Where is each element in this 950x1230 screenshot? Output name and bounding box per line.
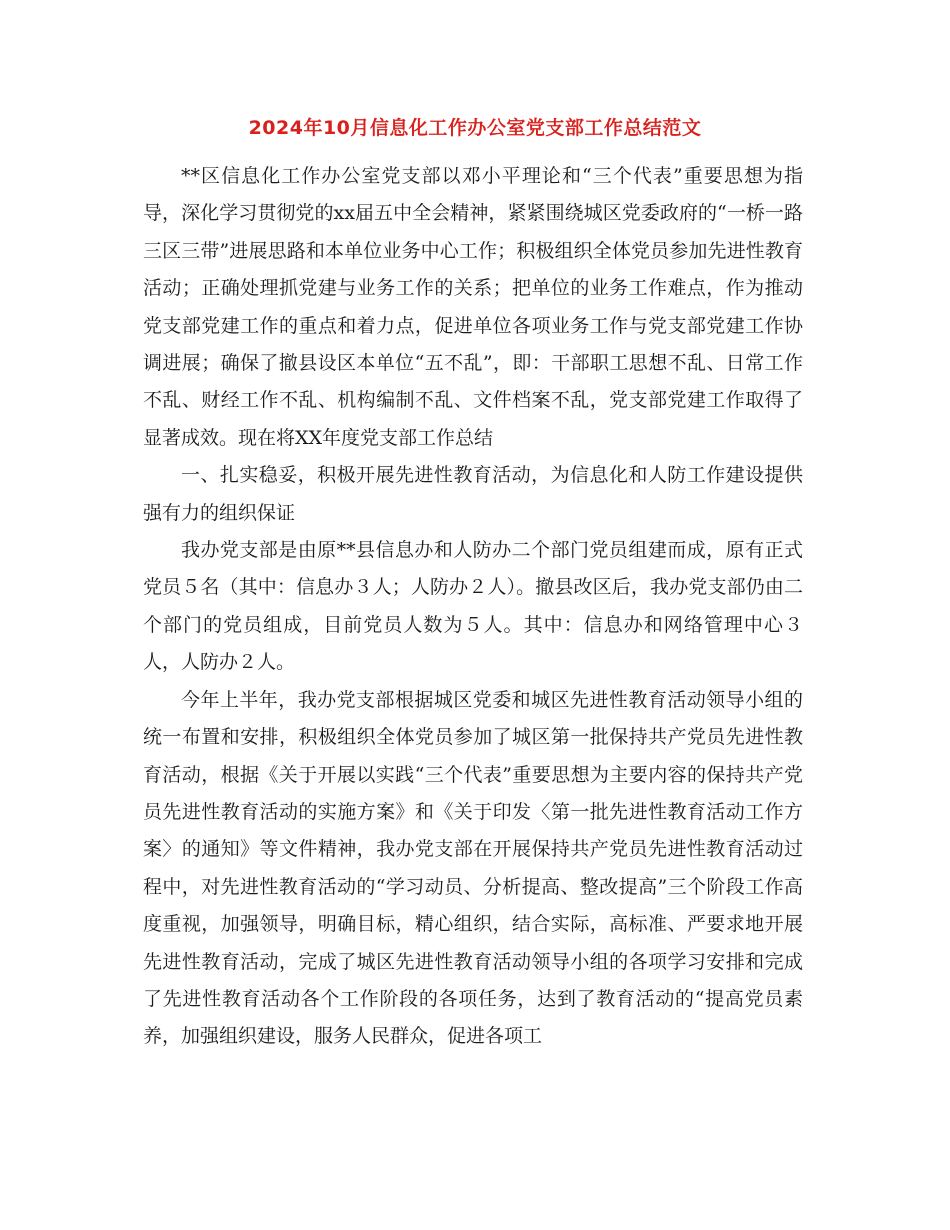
paragraph-branch-members: 我办党支部是由原**县信息办和人防办二个部门党员组建而成，原有正式党员５名（其中：信息办３人；人防办２人）。撤县改区后，我办党支部仍由二个部门的党员组成，目前党员人数为５人。其中：信息办和网络管理中心３人，人防办２人。 (143, 539, 803, 674)
paragraph-education-activity: 今年上半年，我办党支部根据城区党委和城区先进性教育活动领导小组的统一布置和安排，积极组织全体党员参加了城区第一批保持共产党员先进性教育活动，根据《关于开展以实践“三个代表”重要思想为主要内容的保持共产党员先进性教育活动的实施方案》和《关于印发〈第一批先进性教育活动工作方案〉的通知》等文件精神，我办党支部在开展保持共产党员先进性教育活动过程中，对先进性教育活动的“学习动员、分析提高、整改提高”三个阶段工作高度重视，加强领导，明确目标，精心组织，结合实际，高标准、严要求地开展先进性教育活动，完成了城区先进性教育活动领导小组的各项学习安排和完成了先进性教育活动各个工作阶段的各项任务，达到了教育活动的“提高党员素养，加强组织建设，服务人民群众，促进各项工 (143, 688, 803, 1048)
section-heading-1: 一、扎实稳妥，积极开展先进性教育活动，为信息化和人防工作建设提供强有力的组织保证 (143, 464, 803, 524)
document-title: 2024年10月信息化工作办公室党支部工作总结范文 (248, 117, 702, 139)
document-body (143, 158, 803, 1056)
paragraph-intro: **区信息化工作办公室党支部以邓小平理论和“三个代表”重要思想为指导，深化学习贯彻党的xx届五中全会精神，紧紧围绕城区党委政府的“一桥一路三区三带”进展思路和本单位业务中心工作；积极组织全体党员参加先进性教育活动；正确处理抓党建与业务工作的关系；把单位的业务工作难点，作为推动党支部党建工作的重点和着力点，促进单位各项业务工作与党支部党建工作协调进展；确保了撤县设区本单位“五不乱”，即：干部职工思想不乱、日常工作不乱、财经工作不乱、机构编制不乱、文件档案不乱，党支部党建工作取得了显著成效。现在将XX年度党支部工作总结 (143, 165, 803, 449)
